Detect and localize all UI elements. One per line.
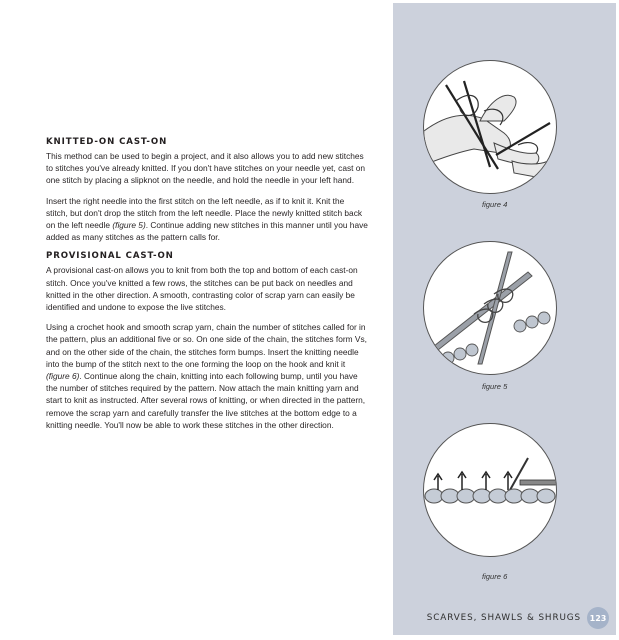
figure-4-caption: figure 4 xyxy=(482,200,508,209)
paragraph xyxy=(46,321,368,431)
figure-sidebar xyxy=(393,3,616,635)
figure-5-caption: figure 5 xyxy=(482,382,508,391)
paragraph: This method can be used to begin a project, and it also allows you to add new stitches to stitches you've already knitted. If you don't have stitches on your needle yet, cast on one stitch by placing a slipknot on the needle, and hold the needle in your left hand. xyxy=(46,151,366,186)
paragraph xyxy=(46,195,368,244)
text-run: Insert the right needle into the first stitch on the left needle, as if to knit it. Knit the stitch, but don't drop the stitch from the left needle. Place the newly knitted stitch back on the left needle xyxy=(46,195,363,231)
figure-4-illustration xyxy=(423,60,557,194)
figure-reference: (figure 6) xyxy=(46,371,80,382)
figure-5-illustration xyxy=(423,241,557,375)
text-run: . Continue along the chain, knitting into each following bump, until you have the number of stitches required by the pattern. Now attach the main knitting yarn and start to knit as instructed. After several rows of knitting, or when directed in the pattern, remove the scrap yarn and carefully transfer the live stitches at the bottom edge to a knitting needle. You'll now be able to work these stitches in the other direction. xyxy=(46,371,366,430)
figure-reference: (figure 5) xyxy=(112,220,146,231)
section-heading-provisional: PROVISIONAL CAST-ON xyxy=(46,251,174,262)
needles-and-yarn-illustration xyxy=(424,242,556,374)
crochet-chain-illustration xyxy=(424,424,556,556)
section-heading-knitted-on: KNITTED-ON CAST-ON xyxy=(46,137,168,147)
page-number-badge: 123 xyxy=(587,607,609,629)
text-run: . Continue adding new stitches in this manner until you have added as many stitches as the pattern calls for. xyxy=(46,220,368,243)
main-text-column xyxy=(46,131,368,439)
chapter-title: SCARVES, SHAWLS & SHRUGS xyxy=(426,613,581,623)
figure-6-illustration xyxy=(423,423,557,557)
figure-6-caption: figure 6 xyxy=(482,572,508,581)
text-run: Using a crochet hook and smooth scrap yarn, chain the number of stitches called for in the pattern, plus an additional five or so. On one side of the chain, the stitches form Vs, and on the other side of the chain, the stitches form bumps. Insert the knitting needle into the bump of the stitch next to the one forming the loop on the hook and knit it xyxy=(46,322,367,369)
paragraph: A provisional cast-on allows you to knit from both the top and bottom of each cast-on stitch. Once you've knitted a few rows, the stitches can be put back on needles and knitted in the other direction. A smooth, contrasting color of scrap yarn can easily be identified and undone to expose the live stitches. xyxy=(46,265,358,313)
page-footer xyxy=(427,606,616,630)
hand-knitting-illustration xyxy=(424,61,556,193)
